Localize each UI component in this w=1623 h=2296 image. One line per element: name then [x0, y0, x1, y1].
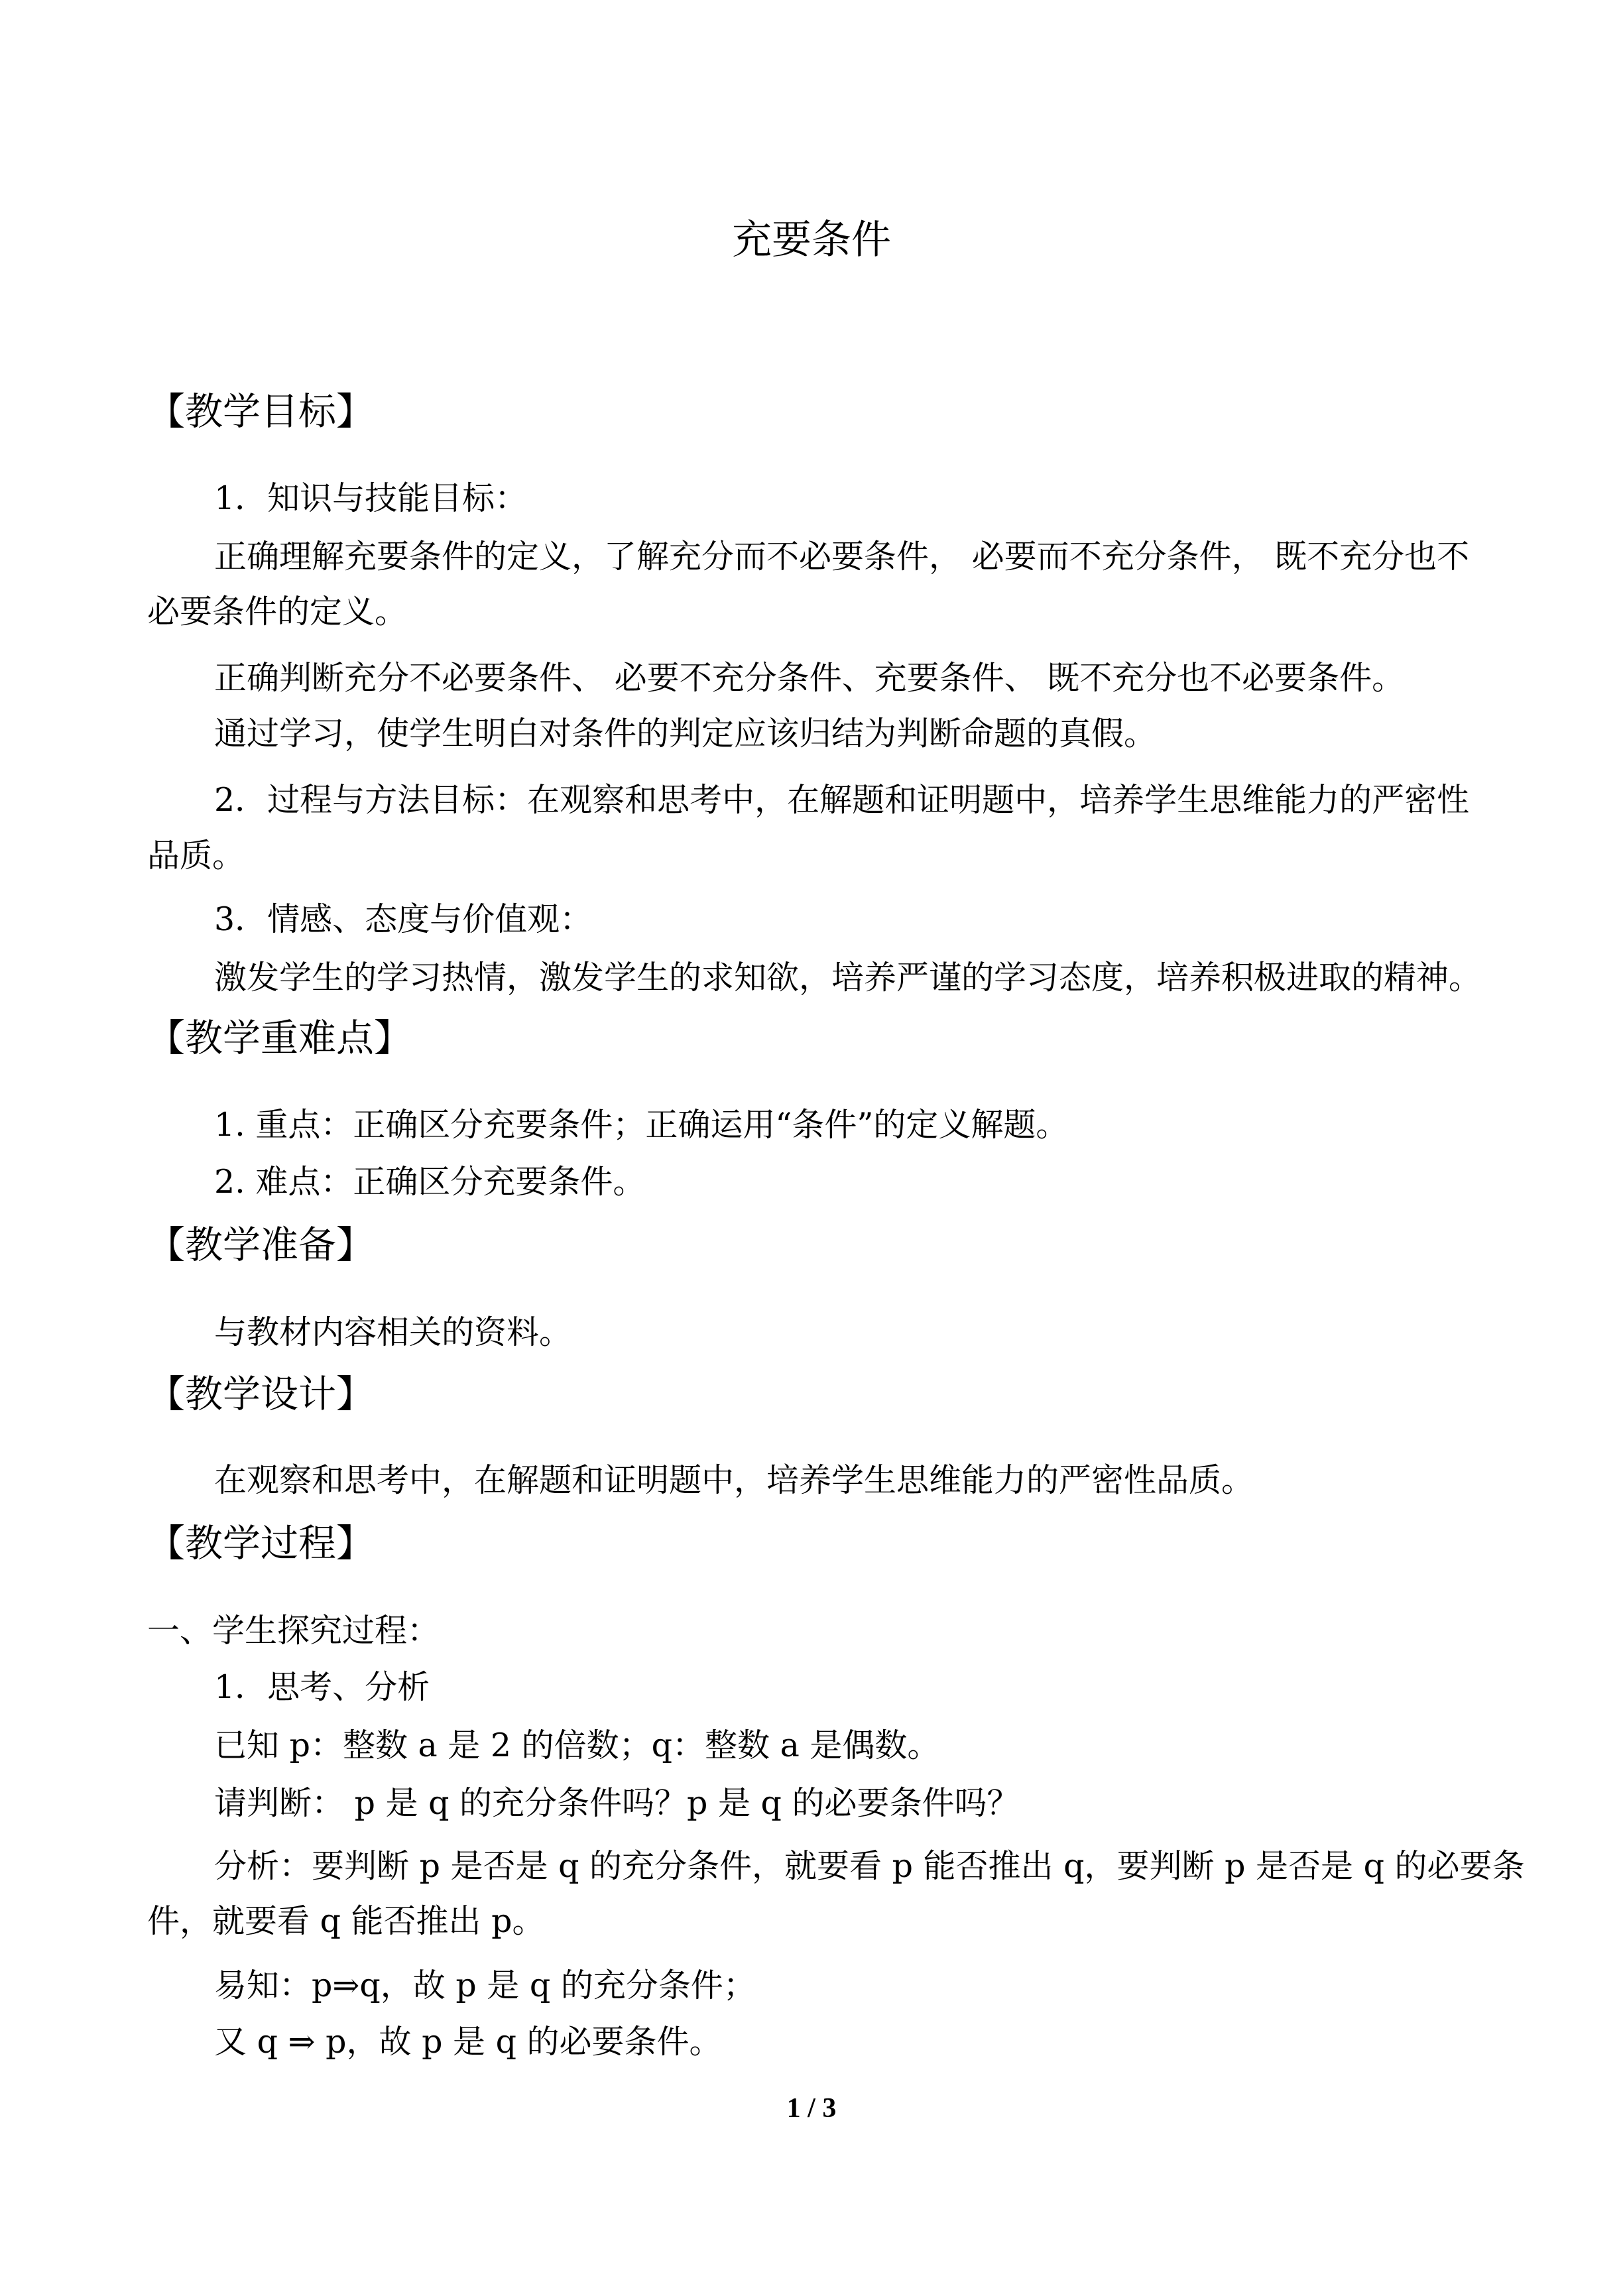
document-title: 充要条件	[732, 217, 891, 263]
objective-item-2-line-1: 2．过程与方法目标：在观察和思考中，在解题和证明题中，培养学生思维能力的严密性	[214, 781, 1470, 819]
process-given: 已知 p：整数 a 是 2 的倍数；q：整数 a 是偶数。	[214, 1726, 940, 1764]
key-point-item-1: 1. 重点：正确区分充要条件；正确运用“条件”的定义解题。	[214, 1106, 1069, 1144]
objective-paragraph-4: 激发学生的学习热情，激发学生的求知欲，培养严谨的学习态度，培养积极进取的精神。	[214, 959, 1482, 997]
objective-paragraph-1-line-1: 正确理解充要条件的定义，了解充分而不必要条件， 必要而不充分条件， 既不充分也不	[214, 538, 1470, 575]
section-heading-objectives: 【教学目标】	[147, 390, 374, 434]
objective-paragraph-3: 通过学习，使学生明白对条件的判定应该归结为判断命题的真假。	[214, 715, 1157, 753]
process-analysis-line-2: 件，就要看 q 能否推出 p。	[147, 1902, 545, 1940]
objective-paragraph-1-line-2: 必要条件的定义。	[147, 593, 408, 631]
page-number: 1 / 3	[786, 2093, 837, 2124]
process-also: 又 q ⇒ p，故 p 是 q 的必要条件。	[214, 2023, 722, 2061]
section-heading-design: 【教学设计】	[147, 1372, 374, 1416]
objective-paragraph-2: 正确判断充分不必要条件、 必要不充分条件、充要条件、 既不充分也不必要条件。	[214, 659, 1405, 697]
key-point-item-2: 2. 难点：正确区分充要条件。	[214, 1163, 646, 1201]
process-analysis-line-1: 分析：要判断 p 是否是 q 的充分条件，就要看 p 能否推出 q，要判断 p 是否是 q 的必要条	[214, 1847, 1525, 1885]
objective-item-3: 3．情感、态度与价值观：	[214, 900, 593, 938]
process-part-1: 一、学生探究过程：	[147, 1612, 440, 1650]
process-item-1: 1．思考、分析	[214, 1668, 430, 1706]
objective-item-1: 1．知识与技能目标：	[214, 479, 528, 517]
objective-item-2-line-2: 品质。	[147, 837, 245, 875]
design-paragraph: 在观察和思考中，在解题和证明题中，培养学生思维能力的严密性品质。	[214, 1461, 1254, 1499]
process-question: 请判断： p 是 q 的充分条件吗？p 是 q 的必要条件吗？	[214, 1784, 1020, 1822]
section-heading-preparation: 【教学准备】	[147, 1223, 374, 1267]
section-heading-process: 【教学过程】	[147, 1522, 374, 1565]
section-heading-key-points: 【教学重难点】	[147, 1016, 412, 1060]
process-easy-to-know: 易知：p⇒q，故 p 是 q 的充分条件；	[214, 1966, 756, 2004]
preparation-paragraph: 与教材内容相关的资料。	[214, 1313, 572, 1351]
